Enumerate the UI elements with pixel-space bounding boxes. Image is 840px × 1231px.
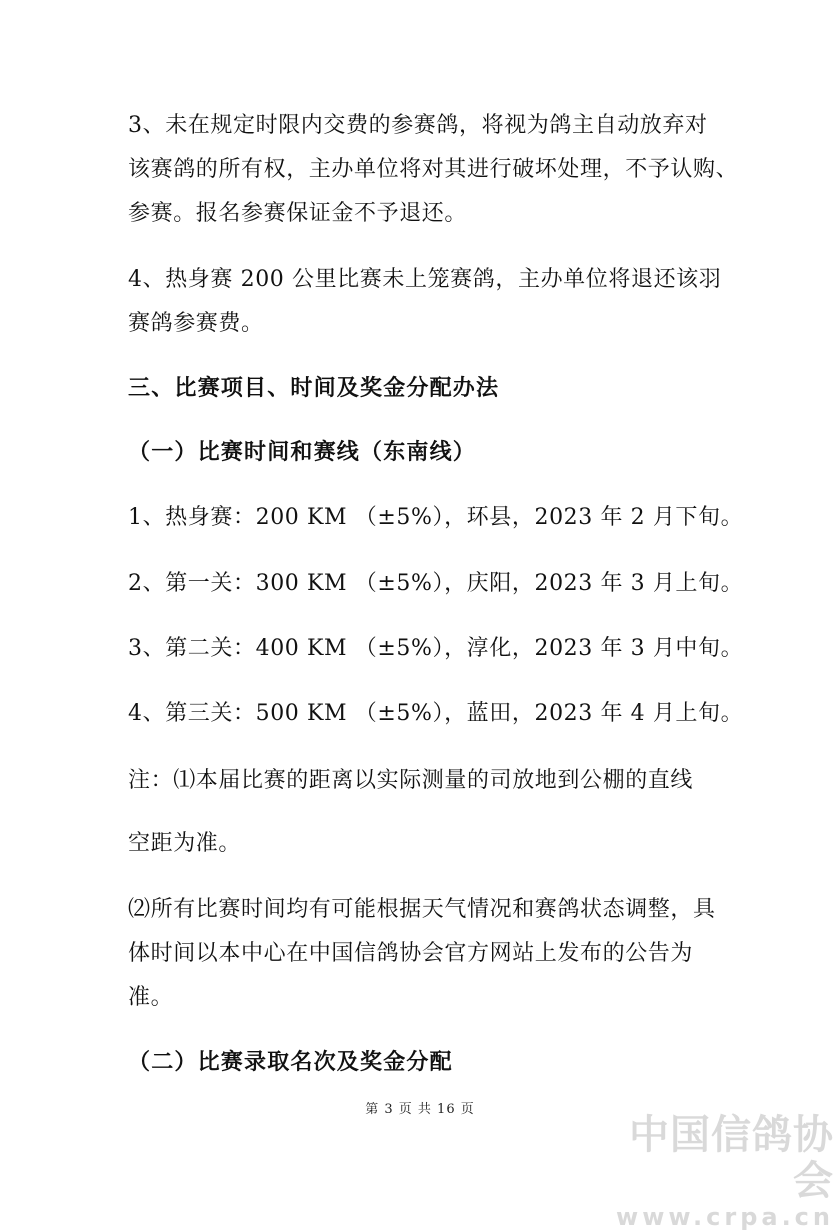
- paragraph-line: 该赛鸽的所有权，主办单位将对其进行破坏处理，不予认购、: [128, 157, 739, 182]
- paragraph-line: 赛鸽参赛费。: [128, 311, 264, 336]
- note-line: 注：⑴本届比赛的距离以实际测量的司放地到公棚的直线: [128, 768, 694, 793]
- page-number: 第 3 页 共 16 页: [365, 1102, 475, 1117]
- note-line: 准。: [128, 985, 174, 1010]
- schedule-item: 2、第一关：300 KM （±5%），庆阳，2023 年 3 月上旬。: [128, 571, 744, 596]
- paragraph-line: 参赛。报名参赛保证金不予退还。: [128, 201, 468, 226]
- paragraph-line: 4、热身赛 200 公里比赛未上笼赛鸽，主办单位将退还该羽: [128, 267, 722, 292]
- subsection-heading: （一）比赛时间和赛线（东南线）: [128, 439, 477, 465]
- subsection-heading: （二）比赛录取名次及奖金分配: [128, 1049, 453, 1075]
- watermark: [594, 1112, 834, 1230]
- schedule-item: 4、第三关：500 KM （±5%），蓝田，2023 年 4 月上旬。: [128, 701, 744, 726]
- paragraph-line: 3、未在规定时限内交费的参赛鸽，将视为鸽主自动放弃对: [128, 113, 708, 138]
- schedule-item: 1、热身赛：200 KM （±5%），环县，2023 年 2 月下旬。: [128, 505, 744, 530]
- watermark-title: 中国信鸽协会: [629, 1112, 834, 1204]
- note-line: 空距为准。: [128, 831, 242, 856]
- section-heading: 三、比赛项目、时间及奖金分配办法: [128, 375, 500, 401]
- note-line: 体时间以本中心在中国信鸽协会官方网站上发布的公告为: [128, 941, 694, 966]
- note-line: ⑵所有比赛时间均有可能根据天气情况和赛鸽状态调整，具: [128, 897, 716, 922]
- watermark-url: www.crpa.cn: [616, 1203, 834, 1231]
- schedule-item: 3、第二关：400 KM （±5%），淳化，2023 年 3 月中旬。: [128, 636, 744, 661]
